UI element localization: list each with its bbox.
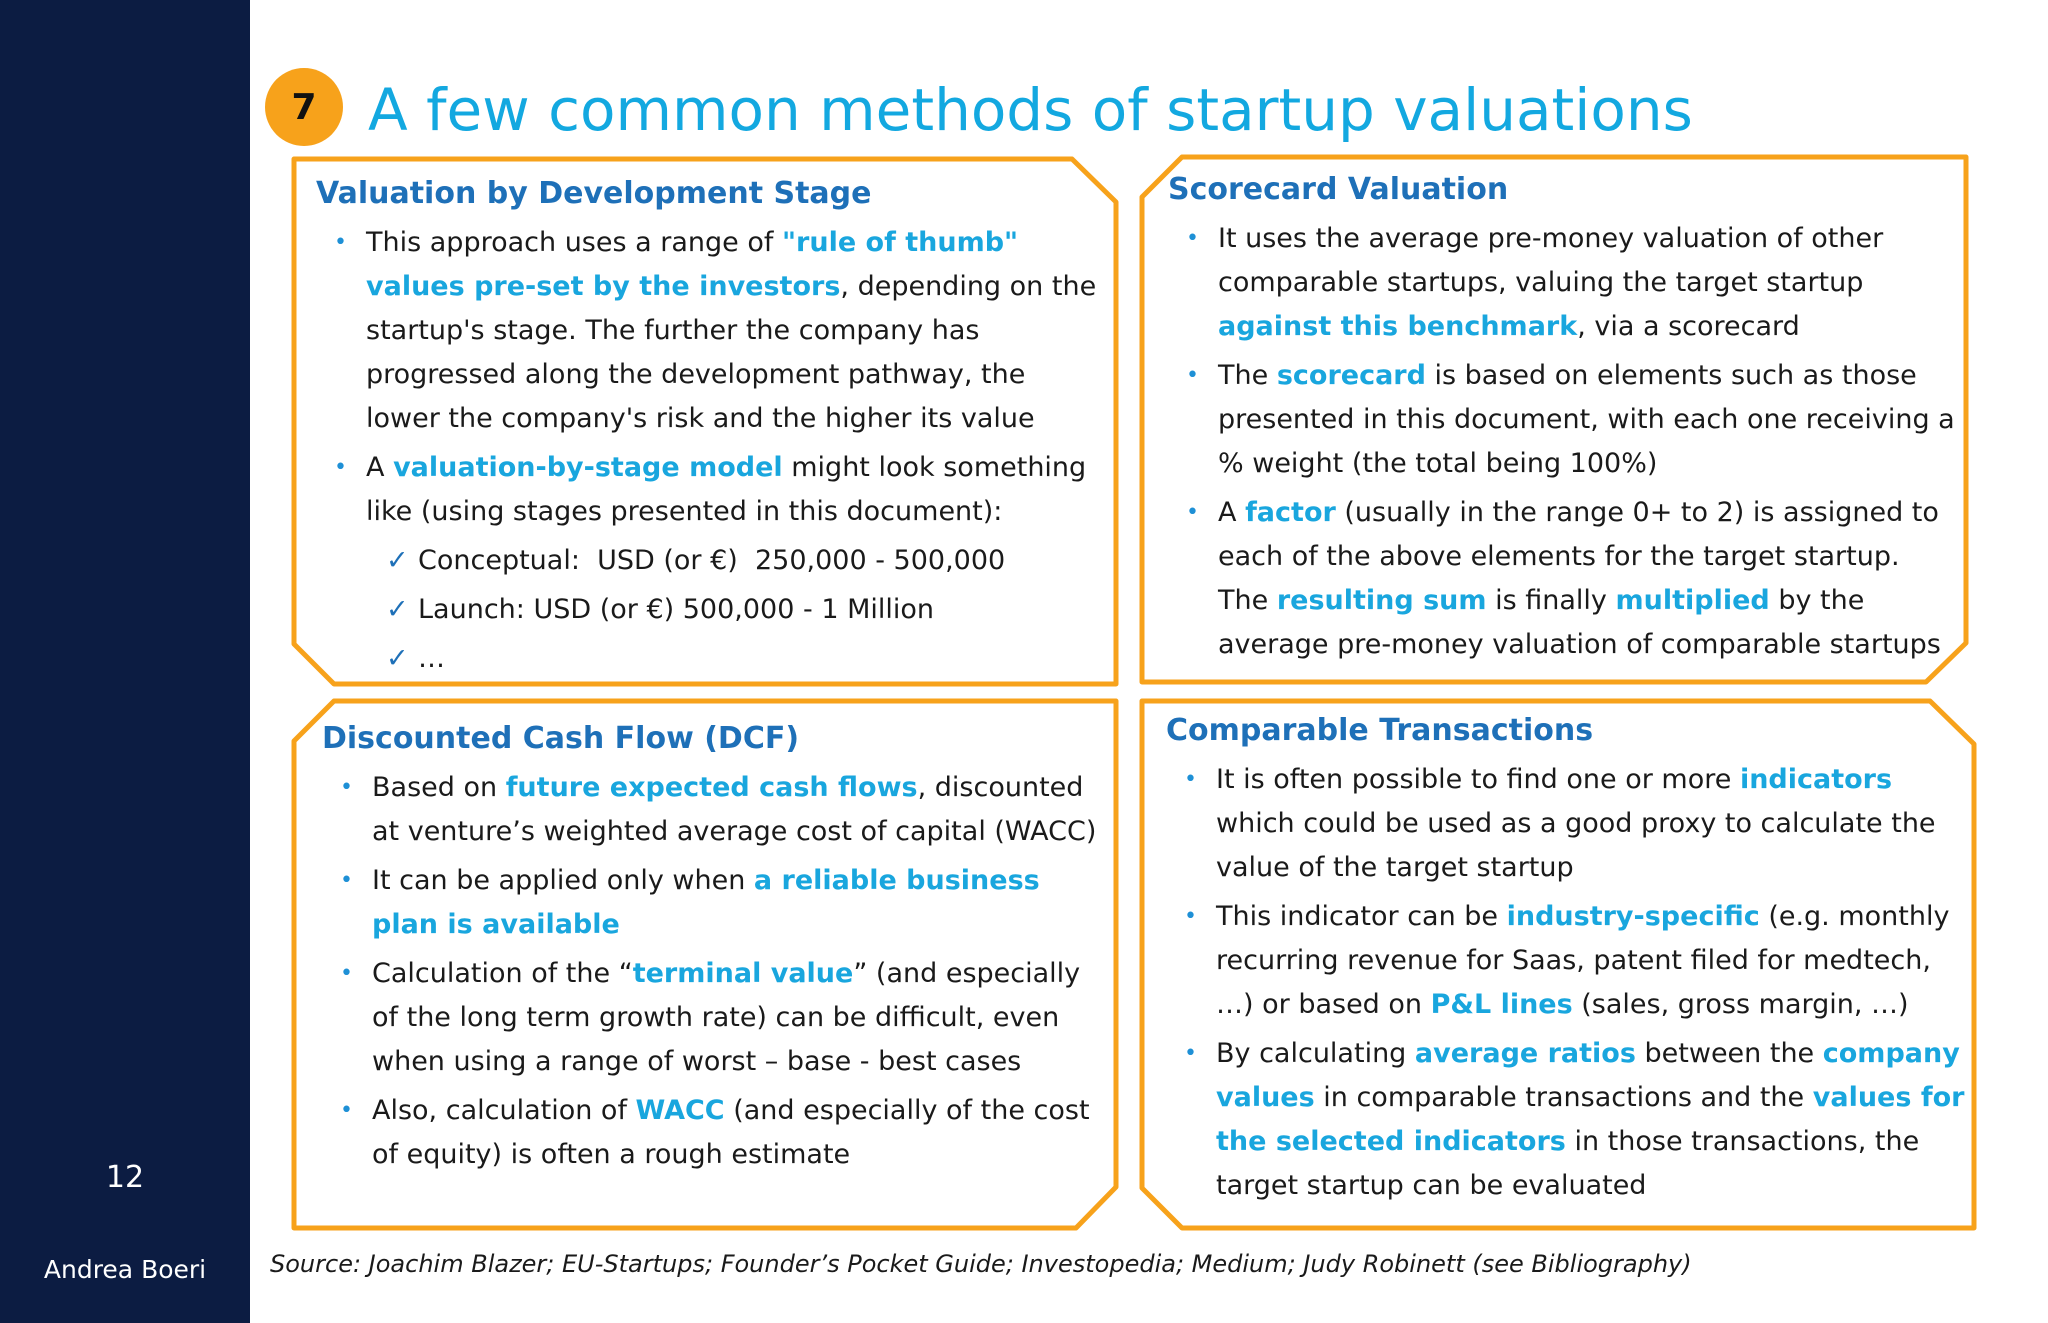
list-item: • Also, calculation of WACC (and especially of the cost of equity) is often a rough estimate bbox=[322, 1089, 1107, 1177]
card-dcf-title: Discounted Cash Flow (DCF) bbox=[322, 721, 800, 756]
card-comparable-title: Comparable Transactions bbox=[1166, 713, 1594, 748]
check-item: ✓ … bbox=[366, 637, 1106, 681]
sidebar bbox=[0, 0, 250, 1323]
list-item: • It uses the average pre-money valuation of other comparable startups, valuing the target startup against this benchmark, via a scorecard bbox=[1168, 217, 1958, 349]
author-name: Andrea Boeri bbox=[43, 1255, 207, 1284]
list-item: • Based on future expected cash flows, discounted at venture’s weighted average cost of capital (WACC) bbox=[322, 766, 1107, 854]
list-item: • By calculating average ratios between the company values in comparable transactions and the values for the selected indicators in those transactions, the target startup can be evaluated bbox=[1166, 1032, 1966, 1208]
card-stage-checklist bbox=[366, 539, 1106, 681]
card-scorecard-bullets bbox=[1168, 217, 1958, 667]
card-stage-bullets bbox=[316, 221, 1106, 534]
card-comparable bbox=[1166, 713, 1966, 1213]
list-item: • This approach uses a range of "rule of thumb" values pre-set by the investors, depending on the startup's stage. The further the company has progressed along the development pathway, the lower the company's risk and the higher its value bbox=[316, 221, 1106, 441]
check-item: ✓ Conceptual: USD (or €) 250,000 - 500,000 bbox=[366, 539, 1106, 583]
source-note: Source: Joachim Blazer; EU-Startups; Founder’s Pocket Guide; Investopedia; Medium; Judy Robinett (see Bibliography) bbox=[270, 1250, 1692, 1278]
card-dcf bbox=[322, 721, 1107, 1182]
list-item: • Calculation of the “terminal value” (and especially of the long term growth rate) can be difficult, even when using a range of worst – base - best cases bbox=[322, 952, 1107, 1084]
page-number: 12 bbox=[105, 1160, 145, 1195]
check-item: ✓ Launch: USD (or €) 500,000 - 1 Million bbox=[366, 588, 1106, 632]
list-item: • It is often possible to find one or more indicators which could be used as a good proxy to calculate the value of the target startup bbox=[1166, 758, 1966, 890]
card-scorecard-title: Scorecard Valuation bbox=[1168, 172, 1509, 207]
card-stage bbox=[316, 176, 1106, 686]
page-title: A few common methods of startup valuations bbox=[368, 76, 1693, 144]
list-item: • It can be applied only when a reliable business plan is available bbox=[322, 859, 1107, 947]
card-scorecard bbox=[1168, 172, 1958, 672]
list-item: • A valuation-by-stage model might look something like (using stages presented in this document): bbox=[316, 446, 1106, 534]
list-item: • This indicator can be industry-specific (e.g. monthly recurring revenue for Saas, patent filed for medtech, …) or based on P&L lines (sales, gross margin, …) bbox=[1166, 895, 1966, 1027]
section-badge: 7 bbox=[265, 68, 343, 146]
list-item: • The scorecard is based on elements such as those presented in this document, with each one receiving a % weight (the total being 100%) bbox=[1168, 354, 1958, 486]
list-item: • A factor (usually in the range 0+ to 2) is assigned to each of the above elements for the target startup. The resulting sum is finally multiplied by the average pre-money valuation of comparable startups bbox=[1168, 491, 1958, 667]
card-dcf-bullets bbox=[322, 766, 1107, 1177]
card-stage-title: Valuation by Development Stage bbox=[316, 176, 872, 211]
card-comparable-bullets bbox=[1166, 758, 1966, 1208]
